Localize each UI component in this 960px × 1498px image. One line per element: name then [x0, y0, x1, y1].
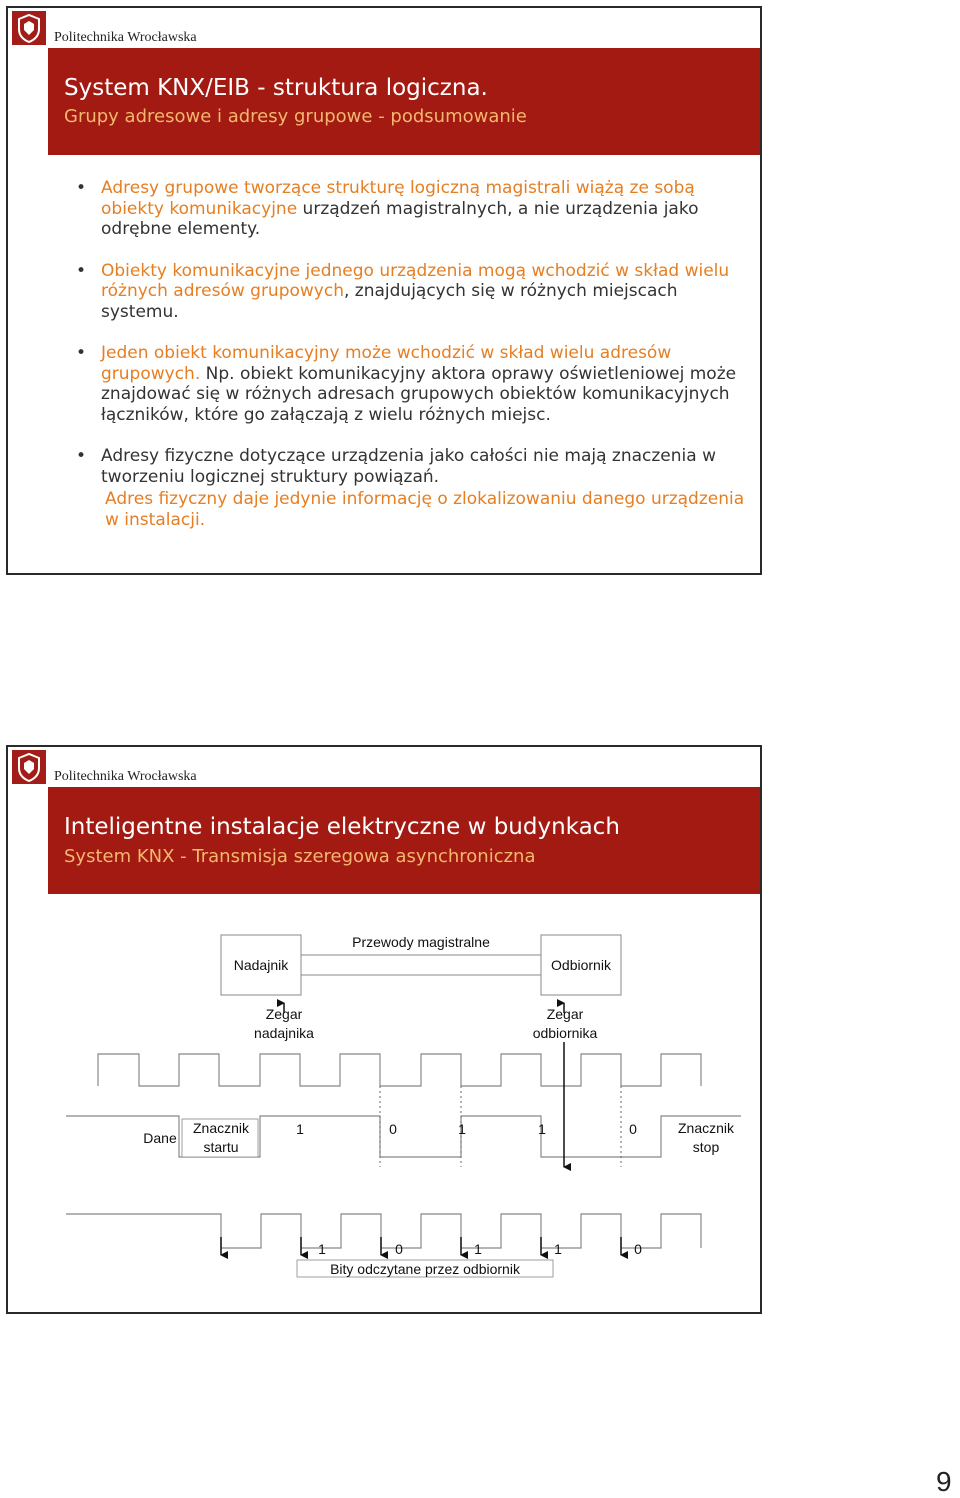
university-logo: [12, 11, 46, 45]
slide-title: System KNX/EIB - struktura logiczna.: [64, 75, 488, 101]
start-marker-label-1: Znacznik: [192, 1120, 250, 1136]
bit-read: 1: [554, 1241, 562, 1257]
transmitter-clock-label-2: nadajnika: [254, 1025, 314, 1041]
bullet-item: [101, 446, 751, 487]
logo-text: Politechnika Wrocławska: [54, 30, 197, 45]
transmitter-clock-label-1: Zegar: [265, 1006, 303, 1022]
receiver-clock-waveform: [66, 1214, 701, 1248]
transmitter-label: Nadajnik: [233, 957, 289, 973]
receiver-clock-label-1: Zegar: [546, 1006, 584, 1022]
receiver-label: Odbiornik: [551, 957, 611, 973]
bullet-highlight: Obiekty komunikacyjne jednego urządzenia mogą wchodzić w skład wielu różnych adresów grupowych: [101, 260, 730, 301]
stop-marker-label-2: stop: [692, 1139, 720, 1155]
bullet-item: [101, 261, 751, 323]
left-sidebar: [8, 48, 48, 573]
bullet-highlight: Adresy grupowe tworzące strukturę logiczną magistrali wiążą ze sobą obiekty komunikacyjne: [101, 178, 695, 219]
bit-sent: 1: [296, 1121, 304, 1137]
page-number: 9: [936, 1466, 952, 1497]
bullet-text: urządzeń magistralnych, a nie urządzenia jako odrębne elementy.: [101, 198, 699, 239]
stop-marker-label-1: Znacznik: [677, 1120, 735, 1136]
title-band: [48, 48, 760, 155]
bullet-item: [101, 343, 751, 425]
bit-sent: 0: [389, 1121, 397, 1137]
bullet-highlight: Jeden obiekt komunikacyjny może wchodzić w skład wielu adresów grupowych.: [101, 343, 672, 384]
bit-read: 1: [474, 1241, 482, 1257]
bullet-item: [101, 178, 751, 240]
bus-label: Przewody magistralne: [352, 934, 490, 950]
bullet-continuation: [101, 489, 751, 530]
receiver-clock-label-2: odbiornika: [532, 1025, 598, 1041]
read-bits-label: Bity odczytane przez odbiornik: [330, 1261, 520, 1277]
slide-1: [6, 6, 762, 575]
bit-sent: 0: [629, 1121, 637, 1137]
logo-header: [8, 8, 760, 48]
data-label: Dane: [143, 1130, 177, 1146]
bit-sent: 1: [458, 1121, 466, 1137]
bullet-highlight: Adres fizyczny daje jedynie informację o zlokalizowaniu danego urządzenia w instalacji.: [105, 489, 745, 530]
logo-text: Politechnika Wrocławska: [54, 769, 197, 784]
bullet-text: Adresy fizyczne dotyczące urządzenia jako całości nie mają znaczenia w tworzeniu logicznej struktury powiązań.: [101, 446, 716, 487]
slide-subtitle: Grupy adresowe i adresy grupowe - podsumowanie: [64, 106, 527, 127]
transmitter-clock-waveform: [98, 1054, 701, 1086]
transmission-diagram: [8, 747, 762, 1314]
bullet-text: Np. obiekt komunikacyjny aktora oprawy oświetleniowej może znajdować się w różnych adresach grupowych obiektów komunikacyjnych łączników, które go załączają z wielu różnych miejsc.: [101, 363, 737, 425]
bit-read: 0: [395, 1241, 403, 1257]
bit-read: 0: [634, 1241, 642, 1257]
slide-subtitle: System KNX - Transmisja szeregowa asynchroniczna: [64, 846, 536, 867]
bit-read: 1: [318, 1241, 326, 1257]
bullet-list: [101, 178, 751, 551]
start-marker-label-2: startu: [203, 1139, 239, 1155]
slide-2: [6, 745, 762, 1314]
slide-title: Inteligentne instalacje elektryczne w budynkach: [64, 814, 620, 840]
bit-sent: 1: [538, 1121, 546, 1137]
bullet-text: , znajdujących się w różnych miejscach systemu.: [101, 281, 678, 322]
